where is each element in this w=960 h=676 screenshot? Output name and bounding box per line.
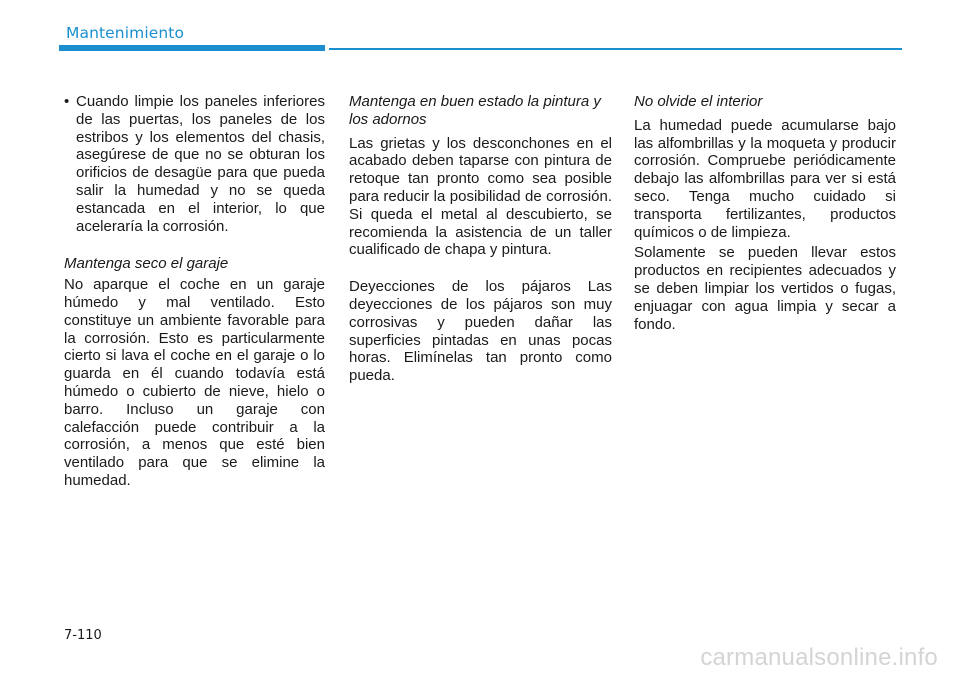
header-rule-thin — [329, 48, 902, 50]
heading-interior: No olvide el interior — [634, 93, 763, 110]
bullet-text: Cuando limpie los paneles inferiores de las puertas, los paneles de los estribos y los elementos del chasis, asegúrese de que no se obturan los orificios de desagüe para que pueda salir la humedad y no se queda estancada en el interior, lo que aceleraría la corrosión. — [76, 93, 325, 235]
paragraph-humidity: La humedad puede acumularse bajo las alfombrillas y la moqueta y producir corrosión. Compruebe periódicamente debajo las alfombrillas para ver si está seco. Tenga mucho cuidado si transporta fertilizantes, productos químicos o de limpieza. — [634, 116, 896, 241]
paragraph-garage: No aparque el coche en un garaje húmedo y mal ventilado. Esto constituye un ambiente favorable para la corrosión. Esto es particularmente cierto si lava el coche en el garaje o lo guarda en él cuando todavía está húmedo o cubierto de nieve, hielo o barro. Incluso un garaje con calefacción puede contribuir a la corrosión, a menos que esté bien ventilado para que se elimine la humedad. — [64, 276, 325, 489]
bullet-dot-icon: • — [64, 93, 70, 110]
heading-garage: Mantenga seco el garaje — [64, 255, 229, 273]
bullet-item — [64, 93, 325, 235]
section-title: Mantenimiento — [66, 24, 185, 42]
paragraph-paint: Las grietas y los desconchones en el acabado deben taparse con pintura de retoque tan pronto como sea posible para reducir la posibilidad de corrosión. Si queda el metal al descubierto, se recomienda la asistencia de un taller cualificado de chapa y pintura. — [349, 134, 612, 259]
paragraph-products: Solamente se pueden llevar estos productos en recipientes adecuados y se deben limpiar los vertidos o fugas, enjuagar con agua limpia y secar a fondo. — [634, 244, 896, 333]
paragraph-birds: Deyecciones de los pájaros Las deyecciones de los pájaros son muy corrosivas y pueden dañar las superficies pintadas en unas pocas horas. Elimínelas tan pronto como pueda. — [349, 278, 612, 385]
header-rule-thick — [59, 45, 325, 51]
column-2 — [349, 93, 612, 385]
watermark: carmanualsonline.info — [700, 644, 938, 671]
heading-paint: Mantenga en buen estado la pintura y los adornos — [349, 93, 601, 128]
column-1 — [64, 93, 325, 490]
page-number: 7-110 — [64, 628, 102, 643]
column-3 — [634, 93, 896, 333]
